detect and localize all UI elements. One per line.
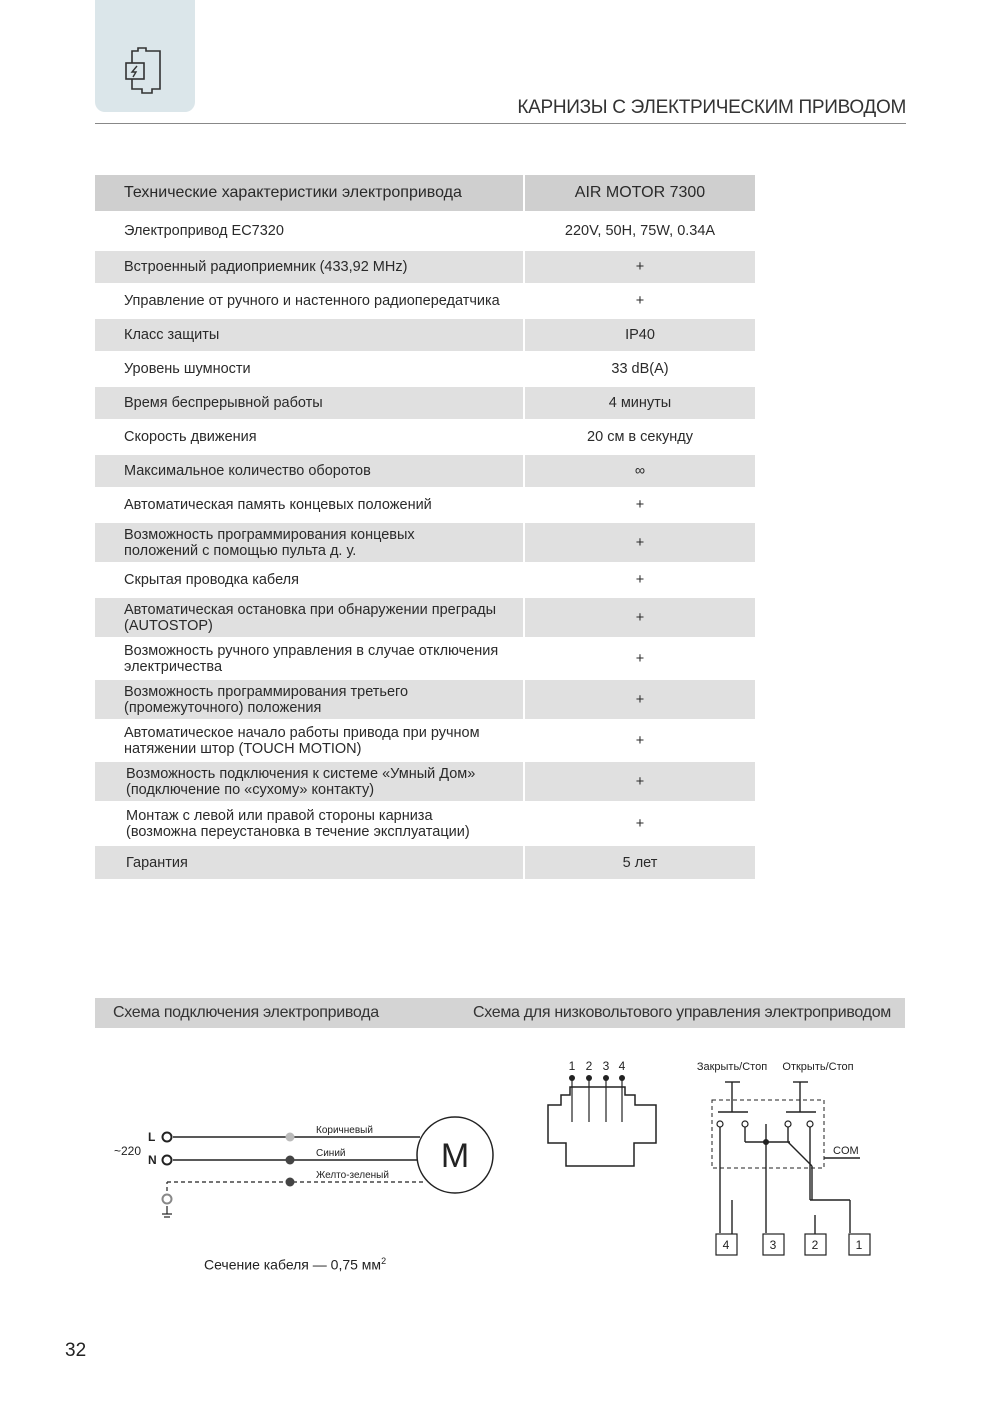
page-number: 32 <box>65 1340 87 1361</box>
header-model: AIR MOTOR 7300 <box>525 175 755 211</box>
row-label: Время беспрерывной работы <box>95 387 523 419</box>
row-value: + <box>635 572 645 588</box>
row-value: + <box>635 732 645 749</box>
row-value: IP40 <box>525 319 755 351</box>
row-label: Автоматическая остановка при обнаружении преграды (AUTOSTOP) <box>95 598 523 637</box>
wiring-header-bar <box>95 998 905 1028</box>
divider <box>95 123 906 124</box>
table-row <box>95 639 755 678</box>
connector-diagram <box>540 1050 670 1180</box>
row-value: 20 см в секунду <box>587 429 693 445</box>
pin-label: 2 <box>585 1059 593 1073</box>
section-tab <box>95 0 195 112</box>
pin-label: 3 <box>602 1059 610 1073</box>
table-row <box>95 455 755 487</box>
row-value: + <box>525 523 755 562</box>
table-row <box>95 387 755 419</box>
open-stop-label: Открыть/Стоп <box>782 1061 854 1073</box>
row-value: ∞ <box>525 455 755 487</box>
cable-note-text: Сечение кабеля — 0,75 мм <box>204 1256 382 1273</box>
row-label: Монтаж с левой или правой стороны карниза (возможна переустановка в течение эксплуатации) <box>126 807 470 840</box>
row-label: Максимальное количество оборотов <box>95 455 523 487</box>
cable-note <box>204 1256 386 1273</box>
row-label: Автоматическая память концевых положений <box>124 497 432 513</box>
table-row <box>95 213 755 249</box>
row-value: + <box>635 650 645 667</box>
row-label: Скорость движения <box>124 429 257 445</box>
row-label: Скрытая проводка кабеля <box>124 572 299 588</box>
row-value: 5 лет <box>525 846 755 879</box>
row-value: + <box>525 680 755 719</box>
terminal-label: 4 <box>722 1238 730 1252</box>
low-voltage-title: Схема для низковольтового управления электроприводом <box>472 1004 891 1021</box>
motor-wiring-diagram <box>100 1100 510 1230</box>
pin-label: 1 <box>568 1059 576 1073</box>
row-label: Электропривод EC7320 <box>124 223 284 239</box>
row-value: + <box>525 762 755 801</box>
row-value: 220V, 50H, 75W, 0.34A <box>564 223 716 239</box>
table-row <box>95 285 755 317</box>
terminal-label: 1 <box>855 1238 863 1252</box>
pin-label: 4 <box>618 1059 626 1073</box>
table-row <box>95 489 755 521</box>
line-l-label: L <box>148 1130 156 1144</box>
ground-icon <box>162 1206 172 1217</box>
electric-panel-icon <box>122 45 166 97</box>
row-value: + <box>635 293 645 309</box>
row-label: Автоматическое начало работы привода при ручном натяжении штор (TOUCH MOTION) <box>124 724 480 757</box>
table-row <box>95 523 755 562</box>
header-label: Технические характеристики электропривода <box>95 175 523 211</box>
wiring-title: Схема подключения электропривода <box>113 1004 379 1021</box>
terminal-label: 3 <box>769 1238 777 1252</box>
row-label: Возможность программирования третьего (промежуточного) положения <box>95 680 523 719</box>
terminal-label: 2 <box>811 1238 819 1252</box>
row-value: + <box>525 251 755 283</box>
table-row <box>95 564 755 596</box>
row-label: Возможность ручного управления в случае отключения электричества <box>124 642 499 675</box>
row-label: Уровень шумности <box>124 361 251 377</box>
spec-table <box>95 175 755 881</box>
voltage-label: ~220 <box>114 1144 142 1158</box>
row-label: Возможность подключения к системе «Умный Дом» (подключение по «сухому» контакту) <box>95 762 523 801</box>
row-value: 4 минуты <box>525 387 755 419</box>
switch-diagram <box>690 1050 890 1265</box>
wire-green-label: Желто-зеленый <box>316 1170 389 1181</box>
table-row <box>95 803 755 844</box>
row-label: Возможность программирования концевых положений с помощью пульта д. у. <box>95 523 523 562</box>
row-label: Встроенный радиоприемник (433,92 MHz) <box>95 251 523 283</box>
wire-blue-label: Синий <box>316 1148 346 1159</box>
row-label: Управление от ручного и настенного радиопередатчика <box>124 293 500 309</box>
row-value: 33 dB(A) <box>611 361 669 377</box>
table-row <box>95 421 755 453</box>
table-row <box>95 319 755 351</box>
switch-box <box>712 1100 824 1168</box>
row-value: + <box>525 598 755 637</box>
row-value: + <box>635 815 645 832</box>
close-stop-label: Закрыть/Стоп <box>696 1061 768 1073</box>
wire-brown-label: Коричневый <box>316 1125 373 1136</box>
row-label: Класс защиты <box>95 319 523 351</box>
com-label: COM <box>833 1145 859 1157</box>
cable-note-sup: 2 <box>381 1256 387 1266</box>
table-row <box>95 251 755 283</box>
row-value: + <box>635 497 645 513</box>
table-header <box>95 175 755 211</box>
table-row <box>95 598 755 637</box>
table-row <box>95 721 755 760</box>
table-row <box>95 680 755 719</box>
section-title: КАРНИЗЫ С ЭЛЕКТРИЧЕСКИМ ПРИВОДОМ <box>517 97 906 118</box>
line-n-label: N <box>148 1153 157 1167</box>
table-row <box>95 353 755 385</box>
motor-label: M <box>440 1137 470 1175</box>
row-label: Гарантия <box>95 846 523 879</box>
table-row <box>95 762 755 801</box>
table-row <box>95 846 755 879</box>
